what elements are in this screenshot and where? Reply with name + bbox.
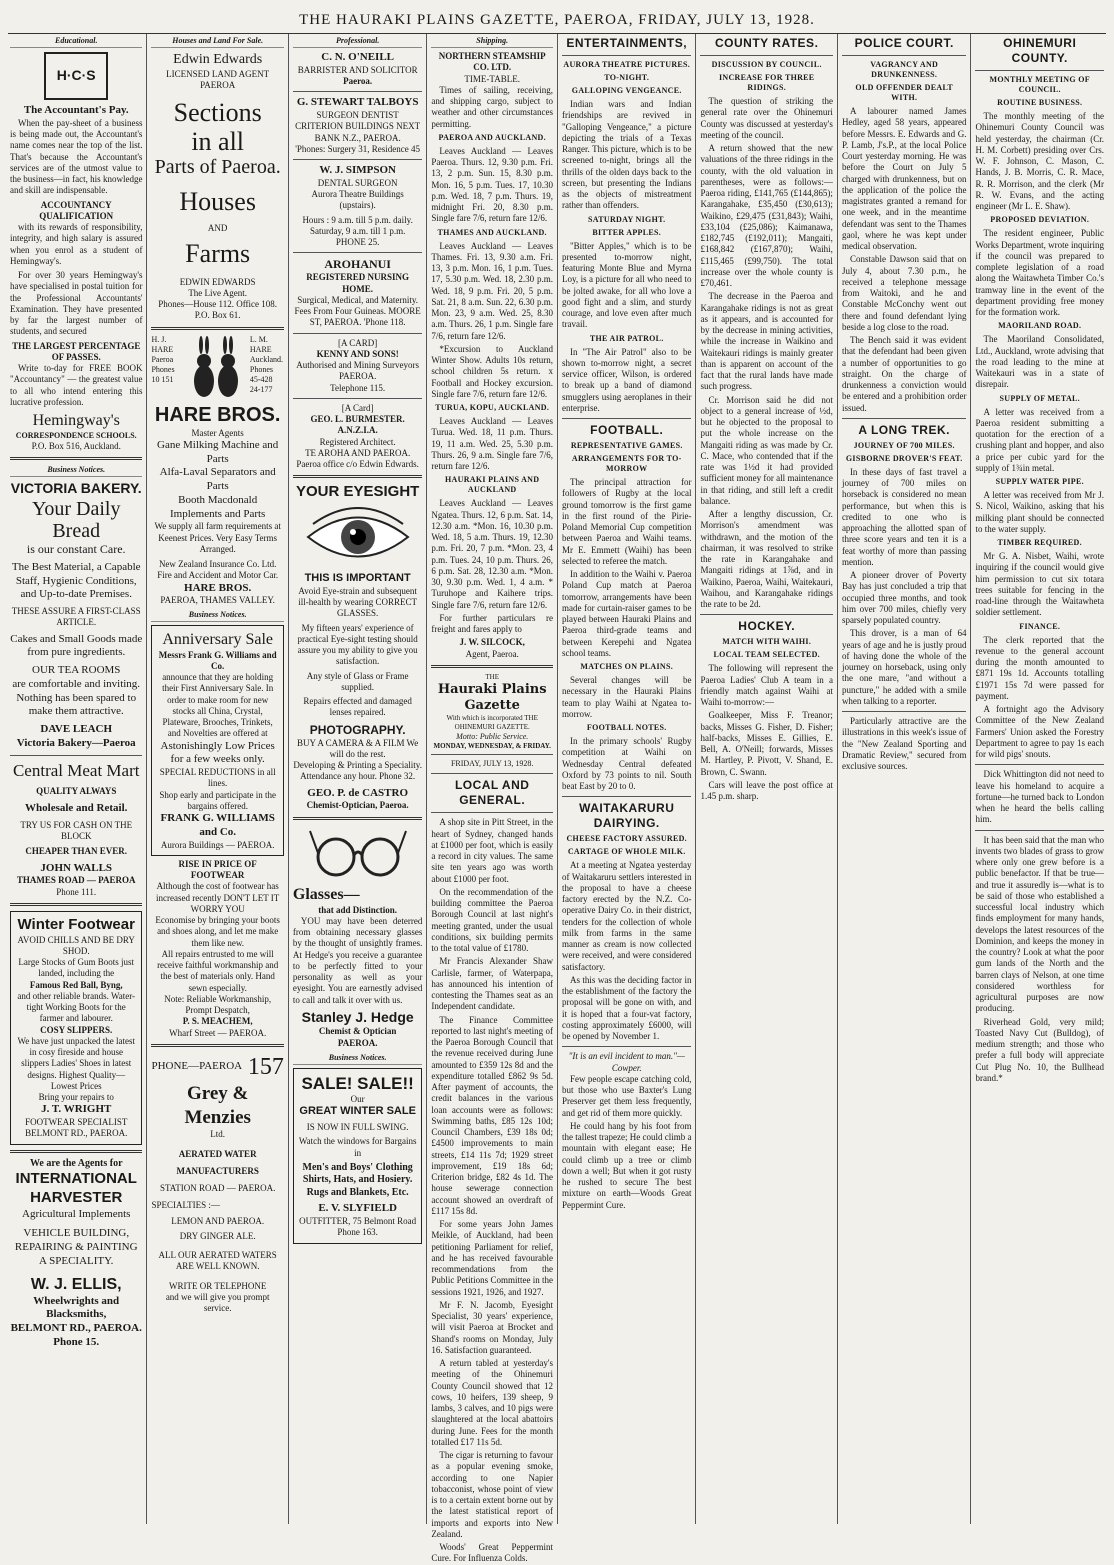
ad-phone: Telephone 115. [330, 382, 386, 393]
section-heading: ENTERTAINMENTS, [566, 36, 688, 50]
category-heading: Shipping. [431, 36, 553, 48]
ad-text: SPECIALTIES :— [151, 1200, 220, 1211]
ad-text: AVOID CHILLS AND BE DRY SHOD. [17, 934, 135, 956]
ad-text: [A Card] [341, 402, 374, 413]
category-heading: Business Notices. [293, 1053, 423, 1065]
ad-subheading: THIS IS IMPORTANT [304, 572, 411, 584]
ad-text: Ltd. [210, 1129, 226, 1140]
section-heading: POLICE COURT. [854, 36, 954, 50]
ad-subheading: CORRESPONDENCE SCHOOLS. [15, 431, 137, 440]
ad-headline: Farms [185, 239, 251, 269]
article-subheading: THE AIR PATROL. [589, 333, 664, 343]
column-2 [147, 34, 288, 1524]
ad-text: Shop early and participate in the bargains offered. [159, 789, 277, 811]
article-text: The resident engineer, Public Works Department, wrote inquiring if the council was prepared to complete legislation of a road along the Waitawheta Timber Co.'s tramway line in the event of the department providing free money for the formation work. [975, 228, 1104, 317]
article-text: After a lengthy discussion, Cr. Morrison's amendment was withdrawn, and the motion of the chairman, it was resolved to strike the rate in Karangahake and Mangaiti ridings at 1⅞d, and in Waikino, Paeroa, Waihi, Waitekauri, Waihou, and Karangahake ridings the rate to be 2d. [700, 509, 833, 609]
ad-text: Hours : 9 a.m. till 5 p.m. daily. Saturday, 9 a.m. till 1 p.m. [302, 214, 413, 236]
article-text: Several changes will be necessary in the Hauraki Plains team to play Waihi at Ngatea to-morrow. [561, 675, 692, 719]
ad-text: We have just unpacked the latest in cosy fireside and house slippers Ladies' Shoes in latest designs. Highest Quality—Lowest Prices [17, 1035, 135, 1091]
article-text: As this was the deciding factor in the establishment of the factory the proposal will be gone on with, and it is hoped that a four-vat factory, costing approximately £6000, will be opened by November 1. [561, 974, 692, 1041]
article-text: Riverhead Gold, very mild; Toasted Navy Cut (Bulldog), of medium strength; and those who prefer a full body will appreciate Cut Plug No. 10, the Bullhead brand.* [975, 1016, 1104, 1083]
section-heading: HOCKEY. [738, 619, 796, 634]
article-subheading: ARRANGEMENTS FOR TO-MORROW [571, 454, 682, 473]
column-3 [289, 34, 428, 1524]
article-subheading: AURORA THEATRE PICTURES. [563, 60, 691, 69]
article-text: On the recommendation of the building committee the Paeroa Borough Council at last night's meeting granted, under the usual conditions, six building permits to the total value of £1780. [431, 886, 553, 953]
ad-name: JOHN WALLS [40, 861, 113, 874]
section-heading: A LONG TREK. [858, 422, 950, 437]
category-heading: Professional. [293, 36, 423, 48]
ad-text: H. J. HARE Paeroa Phones 10 151 [151, 334, 175, 384]
ad-phone: Phone 15. [53, 1335, 100, 1348]
ad-headline: Anniversary Sale [162, 630, 273, 648]
article-text: A labourer named James Hedley, aged 58 years, appeared before Messrs. E. Edwards and G. P. Lamb, J's.P., at the local Police Court yesterday morning. He was before the Court on July 5 charged with drunkenness, but on the application of the police the magistrates granted a remand for one week, and in the meantime defendant was sent to the Thames gaol, where he was kept under medical observation. [841, 106, 967, 251]
ad-name: J. W. SILCOCK, [459, 637, 525, 648]
ad-name: J. T. WRIGHT [41, 1103, 112, 1116]
ad-name: FRANK G. WILLIAMS and Co. [160, 812, 275, 838]
article-text: The Finance Committee reported to last night's meeting of the Paeroa Borough Council that the revenue received during June amounted to £359 12s 8d and the expenditure totalled £862 9s 5d. After payment of accounts, the credit balances in the various loan accounts were as follows: Swimming baths, £85 12s 10d; Council Chambers, £39 18s 0d; £4500 improvements to main streets, £14 11s 7d; 1929 street improvement, £19 18s 6d; Criterion bridge, £82 4s 1d. The house sewerage connection account showed an overdraft of £117 15s 8d. [431, 1014, 553, 1216]
section-heading: OHINEMURI COUNTY. [1003, 36, 1077, 65]
ad-text: BARRISTER AND SOLICITOR [297, 64, 418, 75]
ad-text: AERATED WATER [178, 1148, 257, 1159]
column-7 [838, 34, 972, 1524]
ad-text: WRITE OR TELEPHONE [169, 1280, 267, 1291]
article-text: In "The Air Patrol" also to be shown to-morrow night, a secret service officer, Wilson, is ordered to break up a band of diamond smugglers using aeroplanes in their enterprise. [561, 346, 692, 413]
article-text: A shop site in Pitt Street, in the heart of Sydney, changed hands at £1000 per foot, which is easily a record in city values. The same site ten years ago was worth about £1000 per foot. [431, 817, 553, 884]
timetable-note: *Excursion to Auckland Winter Show. Adults 10s return, school children 5s return. x Football and Hockey excursion. Single fare 7/6, return fare 12/6. [431, 343, 553, 399]
article-text: A return showed that the new valuations of the three ridings in the county, with the old valuation in parentheses, were as follows:—Paeroa riding, £141,765 (£144,865); Karangahake, £35,450 (£30,613); Waikino, £29,475 (£31,843); Waihi, £33,104 (£25,086); Kaimanawa, £182,745 (£192,011); Mangaiti, £168,842 (£167,870); Waihi, £115,465 (£99,750). The total increase over the whole county is £70,461. [700, 143, 833, 288]
ad-name: C. N. O'NEILL [321, 51, 395, 63]
article-text: The Maoriland Consolidated, Ltd., Auckland, wrote advising that the road leading to the mine at Waitekauri was in a state of disrepair. [975, 334, 1104, 390]
ad-name: EDWIN EDWARDS [179, 276, 256, 287]
ad-text: Wheelwrights and Blacksmiths, [33, 1294, 120, 1321]
article-text: This drover, is a man of 64 years of age and he is justly proud of having done the whole of the journey on horseback, using only the one mare, "and without a puncture," he added with a smile when talking to a reporter. [841, 628, 967, 706]
ad-text: MANUFACTURERS [176, 1165, 259, 1176]
column-6 [696, 34, 837, 1524]
ad-subheading: TIME-TABLE. [464, 73, 520, 84]
ad-text: Our [350, 1094, 365, 1104]
rabbits-icon [186, 337, 246, 401]
ad-text: Agricultural Implements [22, 1207, 131, 1220]
ad-headline: Parts of Paeroa. [154, 156, 281, 179]
ad-text: Any style of Glass or Frame supplied. [306, 670, 409, 692]
article-text: Mr F. N. Jacomb, Eyesight Specialist, 30 years' experience, will visit Paeroa at Brocket and Shand's rooms on Monday, July 16. Satisfaction guaranteed. [431, 1299, 553, 1355]
ad-brand: HARE BROS. [154, 403, 281, 426]
article-subheading: INCREASE FOR THREE RIDINGS. [718, 73, 815, 92]
paper-days: MONDAY, WEDNESDAY, & FRIDAY. [433, 741, 551, 750]
ad-text: For further particulars re freight and fares apply to [431, 612, 553, 634]
paper-date: FRIDAY, JULY 13, 1928. [450, 759, 534, 769]
ad-text: VEHICLE BUILDING, REPAIRING & PAINTING A SPECIALITY. [14, 1227, 138, 1267]
ad-brand: Central Meat Mart [12, 760, 140, 780]
ad-name: Stanley J. Hedge [301, 1008, 414, 1025]
ad-text: REGISTERED NURSING HOME. [306, 272, 410, 294]
ad-name: W. J. ELLIS, [30, 1275, 122, 1293]
article-subheading: MAORILAND ROAD. [998, 321, 1082, 331]
ad-brand: VICTORIA BAKERY. [10, 480, 142, 497]
ad-subheading: OUR TEA ROOMS [32, 664, 121, 676]
ad-text: Agent, Paeroa. [465, 648, 519, 659]
article-subheading: SATURDAY NIGHT. [588, 214, 666, 224]
columns [6, 34, 1108, 1564]
ad-text: announce that they are holding their First Anniversary Sale. In order to make room for new stocks all China, Crystal, Plateware, Brooches, Trinkets, and Novelties are offered at [162, 672, 274, 739]
ad-text: Registered Architect. [319, 436, 396, 447]
ad-text: Watch the windows for Bargains in [298, 1136, 417, 1158]
article-subheading: MONTHLY MEETING OF COUNCIL. [989, 75, 1090, 94]
ad-text: SPECIAL REDUCTIONS in all lines. [159, 767, 276, 789]
article-text: Few people escape catching cold, but those who use Baxter's Lung Preserver get them less frequently, and get rid of them more quickly. [561, 1073, 692, 1118]
article-subheading: CHEESE FACTORY ASSURED. [566, 834, 687, 844]
article-subheading: FINANCE. [1019, 621, 1061, 631]
article-text: At a meeting at Ngatea yesterday of Waitakaruru settlers interested in the proposal to have a cheese factory erected by the N.Z. Co-operative Dairy Co. in their district, tenders for the collection of whole milk from farms in the same manner as cream is now collected were received, and were considered satisfactory. [561, 860, 692, 972]
ad-address: CRITERION BUILDINGS NEXT BANK N.Z., PAEROA. [295, 121, 421, 143]
ad-text: DRY GINGER ALE. [179, 1230, 256, 1241]
ad-text: Note: Reliable Workmanship, Prompt Despatch, [164, 993, 272, 1016]
ad-phone: Phones—House 112. Office 108. P.O. Box 61. [158, 299, 278, 321]
ad-text: When the pay-sheet of a business is being made out, the Accountant's name comes near the top of the list. That's because the Accountant's services are of the utmost value to the business—in fact, his knowledge and skill are indispensable. [10, 117, 143, 196]
ad-name: KENNY AND SONS! [316, 348, 399, 359]
ad-text: and we will give you prompt service. [165, 1291, 270, 1314]
ad-text: Developing & Printing a Speciality. Attendance any hour. Phone 32. [293, 760, 422, 782]
article-text: A fortnight ago the Advisory Committee of the New Zealand Farmers' Union asked the Forestry Department to agree to pay 1s each for wild pigs' snouts. [975, 704, 1104, 759]
ad-headline: RISE IN PRICE OF FOOTWEAR [178, 858, 257, 881]
article-text: It has been said that the man who invents two blades of grass to grow where only one grew before is a public benefactor. If that be true—and true it assuredly is—what is to be said of those who established a successful local industry which finds employment for many hands, develops the latest resources of the Dominion, and keeps the money in the country? Look at what the poor gum lands of the North and the barren clays of Nelson, at one time considered worthless for agricultural purposes are now producing. [975, 834, 1104, 1014]
ad-subheading: GREAT WINTER SALE [299, 1105, 416, 1118]
ad-text: are comfortable and inviting. Nothing has been spared to make them attractive. [12, 677, 141, 718]
ad-text: Authorised and Mining Surveyors PAEROA. [296, 360, 420, 382]
ad-name: Messrs Frank G. Williams and Co. [158, 649, 277, 671]
article-text: "Bitter Apples," which is to be presented to-morrow night, featuring Monte Blue and Myrna Loy, is a picture for all who need to be jolted awake, for all who love a good fight and a slim, and sturdy courage, and love even after much travail. [561, 240, 692, 330]
timetable: Leaves Auckland — Leaves Thames. Fri. 13, 9.30 a.m. Fri. 13, 3 p.m. Mon. 16, 1 p.m. Tues. 17, 5.30 p.m. Wed. 18, 2.30 p.m. Wed. 18, 9 p.m. Fri. 20, 5 p.m. Sat. 21, 8 a.m. Sun. 22, 6.30 p.m. Mon. 23, 9 a.m. Wed. 25, 8.30 a.m. Thurs. 26, 1 p.m. Single fare 7/6, return fare 12/6. [431, 240, 553, 341]
article-subheading: MATCH WITH WAIHI. [722, 637, 812, 647]
column-5 [558, 34, 697, 1524]
ad-text: Although the cost of footwear has increased recently DON'T LET IT WORRY YOU [156, 881, 280, 914]
ad-phone: PHONE 25. [335, 237, 380, 247]
ad-text: Economise by bringing your boots and shoes along, and let me make them like new. [155, 915, 280, 948]
article-text: Goalkeeper, Miss F. Treanor; backs, Misses G. Fisher, D. Fisher; half-backs, Misses E. Gillies, E. Bell, A. O'Neill; forwards, Misses M. Hartley, P. Pivott, V. Shand, E. Brown, C. Swann. [700, 710, 833, 777]
ad-headline: Your Daily Bread [31, 497, 121, 542]
route-heading: THAMES AND AUCKLAND. [437, 227, 547, 237]
article-text: A return tabled at yesterday's meeting of the Ohinemuri County Council showed that 12 cows, 10 heifers, 139 sheep, 9 lambs, 3 calves, and 10 pigs were slaughtered at the local abattoirs during June. Fees for the month totalled £17 11s 5d. [431, 1358, 553, 1447]
article-text: Indian wars and Indian friendships are revived in "Galloping Vengeance," a picture depicting the trials of a Texas Ranger. This picture, which is to be screened to-night, brings all the thrills of the olden days back to the screen, but presenting the Indians as the objects of mistreatment rather than offenders. [561, 99, 692, 211]
article-subheading: PROPOSED DEVIATION. [990, 215, 1090, 225]
ad-subheading: PHOTOGRAPHY. [309, 722, 406, 737]
ad-text: Master Agents [191, 427, 244, 438]
article-text: Mr G. A. Nisbet, Waihi, wrote inquiring if the council would give him permission to cut six totara trees suitable for fencing in the road-line through the Waitawheta soldier settlement. [975, 551, 1104, 618]
article-text: Cr. Morrison said he did not object to a general increase of ½d, but he objected to the proposal to put the whole increase on the Mangaiti riding as was made by Cr. C. Mace, who contended that if the rate was 1½d it had provided sufficient money for all maintenance in that riding, and still left a credit balance. [700, 394, 833, 506]
spectacles-icon [308, 825, 408, 881]
ad-text: LICENSED LAND AGENT PAEROA [166, 68, 270, 90]
logo-text: H·C·S [56, 67, 96, 84]
ad-address: Aurora Buildings — PAEROA. [160, 839, 275, 850]
section-heading: LOCAL AND GENERAL. [454, 778, 530, 808]
timetable: Leaves Auckland — Leaves Ngatea. Thurs. 12, 6 p.m. Sat. 14, 12.30 a.m. *Mon. 16, 10.30 p.m. Wed. 18, 5 a.m. Thurs. 19, 12.30 p.m. Fri. 20, 7 p.m. *Mon. 23, 4 p.m. Tues. 24, 10 p.m. Thurs. 26, 6 p.m. Sat. 28, 12.30 a.m. *Mon. 30, 9.30 p.m. Wed. 1, 4 a.m. * Turuhope and Kaihere trips. Single fare 7/6, return fare 12/6. [431, 498, 553, 610]
article-text: Woods' Great Peppermint Cure. For Influenza Colds. [431, 1542, 553, 1564]
article-subheading: SUPPLY OF METAL. [999, 393, 1080, 403]
column-1 [6, 34, 147, 1524]
ad-text: Booth Macdonald Implements and Parts [170, 493, 266, 520]
ad-text: Cakes and Small Goods made from pure ingredients. [10, 632, 143, 659]
ad-name: GEO. L. BURMESTER. A.N.Z.I.A. [310, 414, 405, 436]
article-text: The following will represent the Paeroa Ladies' Club A team in a friendly match against Waihi at Waihi to-morrow:— [700, 663, 833, 707]
ad-text: YOU may have been deterred from obtaining necessary glasses by the thought of unsightly frames. At Hedge's you receive a guarantee to be perfectly fitted to your personality as well as your eyesight. You are earnestly advised to call and talk it over with us. [292, 915, 423, 1005]
ad-text: [A CARD] [338, 337, 378, 348]
ad-text: DENTAL SURGEON [317, 177, 398, 188]
article-text: Cars will leave the post office at 1.45 p.m. sharp. [700, 779, 833, 801]
article-subheading: TO-NIGHT. [604, 73, 650, 82]
ad-address: PAEROA, THAMES VALLEY. [160, 595, 275, 606]
ad-text: Surgical, Medical, and Maternity. Fees From Four Guineas. MOORE ST, PAEROA. 'Phone 118. [294, 294, 421, 328]
ad-text: The Best Material, a Capable Staff, Hygienic Conditions, and Up-to-date Premises. [11, 560, 141, 601]
article-text: A letter was received from Mr J. S. Nicol, Waikino, asking that his milking plant should be connected to the water supply. [975, 490, 1104, 534]
ad-text: Large Stocks of Gum Boots just landed, including the [18, 957, 135, 979]
ad-brand: HARE BROS. [184, 581, 252, 594]
article-text: The cigar is returning to favour as a popular evening smoke, according to one Napier tobacconist, whose point of view is to a certain extent borne out by the latest statistical report of imports and exports into New Zealand. [431, 1450, 553, 1539]
ad-text: ALL OUR AERATED WATERS ARE WELL KNOWN. [158, 1250, 277, 1272]
ad-text: Paeroa. [343, 76, 373, 86]
route-heading: PAEROA AND AUCKLAND. [438, 132, 546, 142]
ad-headline: Glasses— [292, 885, 360, 903]
ad-headline: Sections [173, 98, 262, 127]
ad-name: Victoria Bakery—Paeroa [16, 736, 136, 749]
article-subheading: VAGRANCY AND DRUNKENNESS. [870, 60, 939, 79]
article-subheading: CARTAGE OF WHOLE MILK. [567, 847, 686, 857]
ad-text: New Zealand Insurance Co. Ltd. Fire and Accident and Motor Car. [157, 559, 279, 581]
article-subheading: REPRESENTATIVE GAMES. [570, 441, 683, 450]
ad-name: DAVE LEACH [40, 723, 113, 735]
section-heading: WAITAKARURU DAIRYING. [579, 801, 675, 831]
article-text: A letter was received from a Paeroa resident submitting a quotation for the erection of a crushing plant and hopper, and also a price per cubic yard for the supply of 1¾in metal. [975, 406, 1104, 473]
winter-footwear-ad [10, 911, 142, 1145]
article-subheading: GISBORNE DROVER'S FEAT. [845, 453, 963, 463]
ad-brand: Grey & Menzies [184, 1082, 251, 1128]
ad-text: BUY A CAMERA & A FILM We will do the rest. [297, 737, 419, 759]
ad-text: My fifteen years' experience of practical Eye-sight testing should assure you my ability to give you satisfaction. [297, 622, 418, 667]
ad-text: CHEAPER THAN EVER. [25, 846, 128, 857]
ad-text: SURGEON DENTIST [316, 110, 399, 120]
ad-subheading: that add Distinction. [318, 904, 398, 915]
ad-address: OUTFITTER, 75 Belmont Road Phone 163. [299, 1216, 417, 1238]
ad-name: NORTHERN STEAMSHIP CO. LTD. [438, 51, 546, 73]
section-heading: COUNTY RATES. [715, 36, 819, 50]
ad-heading: The Accountant's Pay. [23, 104, 129, 116]
ad-text: Paeroa office c/o Edwin Edwards. [296, 459, 419, 469]
ad-text: Write to-day for FREE BOOK "Accountancy" — the greatest value to all who intend entering this lucrative profession. [10, 363, 143, 407]
ad-address: P.O. Box 516, Auckland. [31, 441, 121, 451]
ad-headline: YOUR EYESIGHT [295, 483, 420, 501]
ad-name: G. STEWART TALBOYS [296, 96, 419, 109]
ad-text: PHONE—PAEROA [151, 1060, 243, 1072]
ad-phone: 157 [247, 1053, 284, 1080]
timetable: Leaves Auckland — Leaves Paeroa. Thurs. 12, 9.30 p.m. Fri. 13, 2 p.m. Sun. 15, 8.30 p.m. Mon. 16, 5 p.m. Tues. 17, 10.30 p.m. Wed. 18, 7 p.m. Thurs. 19, midnight Fri. 20, 8.30 p.m. Single fare 7/6, return fare 12/6. [431, 145, 553, 224]
ad-text: Gane Milking Machine and Parts [157, 438, 279, 465]
category-heading: Houses and Land For Sale. [151, 36, 283, 48]
timetable: Leaves Auckland — Leaves Turua. Wed. 18, 11 p.m. Thurs. 19, 11 a.m. Wed. 25, 5.30 p.m. Thurs. 26, 9 a.m. Single fare 7/6, return fare 12/6. [431, 416, 553, 471]
ad-name: GEO. P. de CASTRO [307, 786, 409, 799]
article-subheading: FOOTBALL NOTES. [586, 723, 667, 732]
ad-text: Bring your repairs to [38, 1092, 114, 1102]
column-4 [427, 34, 558, 1564]
eye-icon [303, 506, 413, 568]
article-text: The question of striking the general rate over the Ohinemuri County was discussed at yesterday's meeting of the council. [700, 96, 833, 140]
article-text: "It is an evil incident to man."—Cowper. [568, 1051, 685, 1073]
ad-text: TE AROHA AND PAEROA. [305, 447, 411, 458]
article-text: He could hang by his foot from the tallest trapeze; He could climb a mountain with elegant ease; He could climb up a tree or climb down a well; But when it got rusty he rushed to secure The best mixture on earth—Woods Great Peppermint Cure. [561, 1120, 692, 1210]
ad-text: Avoid Eye-strain and subsequent ill-health by wearing CORRECT GLASSES. [298, 585, 418, 619]
ad-address: BELMONT RD., PAEROA. [10, 1322, 142, 1334]
ad-text: LEMON AND PAEROA. [171, 1215, 265, 1226]
article-text: In the primary schools' Rugby competition at Waihi on Wednesday Central defeated Oxford by 73 points to nil. South beat East by 20 to 0. [561, 736, 692, 791]
ad-subheading: ACCOUNTANCY QUALIFICATION [39, 199, 114, 221]
category-heading: Business Notices. [10, 465, 142, 477]
ad-name: E. V. SLYFIELD [318, 1202, 397, 1215]
ad-text: PAEROA. [337, 1037, 378, 1048]
ad-brand: Hemingway's [32, 412, 120, 429]
ad-text: with its rewards of responsibility, integrity, and high salary is assured when you enrol as a student of Hemingway's. [10, 222, 143, 266]
article-subheading: MATCHES ON PLAINS. [580, 662, 674, 671]
article-text: The decrease in the Paeroa and Karangahake ridings is not as great as it appears, and is accounted for by the decrease in mining activities, while the increase in Waikino and Waitekauri ridings is mainly greater than is apparent on account of the fact that the rural lands have made such progress. [700, 291, 833, 392]
ad-headline: SALE! SALE!! [301, 1073, 414, 1093]
ad-text: Men's and Boys' Clothing Shirts, Hats, and Hosiery. Rugs and Blankets, Etc. [302, 1161, 413, 1198]
ad-name: P. S. MEACHEM, [182, 1016, 253, 1027]
article-subheading: DISCUSSION BY COUNCIL. [711, 60, 822, 69]
article-subheading: SUPPLY WATER PIPE. [995, 477, 1084, 486]
article-text: In these days of fast travel a journey of 700 miles on horseback is considered no mean performance, but when this is credited to one who is approaching the allotted span of three score years and ten it is a feat worthy of more than passing mention. [841, 466, 967, 567]
article-text: Dick Whittington did not need to leave his homeland to acquire a fortune—he turned back to London when he heard the bells calling him. [975, 769, 1104, 825]
ad-text: and other reliable brands. Water-tight Working Boots for the farmer and labourer. [17, 990, 136, 1024]
ad-text: Alfa-Laval Separators and Parts [159, 466, 276, 493]
masthead: THE HAURAKI PLAINS GAZETTE, PAEROA, FRIDAY, JULY 13, 1928. [8, 6, 1106, 34]
ad-text: Chemist & Optician [318, 1026, 397, 1037]
section-heading: FOOTBALL. [590, 423, 664, 437]
article-text: The monthly meeting of the Ohinemuri County Council was held yesterday, the chairman (Cr. H. M. Corbett) presiding over Crs. W. F. Johnson, C. Mason, C. Hands, J. B. Morris, C. R. Mace, R. R. Morrison, and the clerk (Mr R. W. Evans, and the acting engineer (Mr L. E. Shaw). [975, 111, 1104, 211]
ad-text: We are the Agents for [29, 1157, 123, 1169]
phone-line [151, 1052, 283, 1082]
category-heading: Educational. [10, 36, 142, 48]
article-text: In addition to the Waihi v. Paeroa Poland Cup match at Paeroa tomorrow, arrangements have been made for curtain-raiser games to be played between Hauraki Plains and Paeroa third-grade teams and between Kerepehi and Ngatea school teams. [561, 569, 692, 658]
ad-text: L. M. HARE Auckland. Phones 45-428 24-177 [249, 334, 283, 394]
ad-name: Edwin Edwards [173, 52, 263, 67]
ad-text: Wholesale and Retail. [25, 802, 128, 814]
anniversary-sale-ad [151, 625, 283, 856]
paper-title: Hauraki Plains Gazette [437, 681, 547, 713]
article-text: The principal attraction for followers of Rugby at the local ground tomorrow is the first game in the first round of the Pirie-Poland Memorial Cup competition between Paeroa and Waihi teams. Mr E. Emmett (Waihi) has been selected to referee the match. [561, 477, 692, 566]
paper-the: THE [485, 672, 499, 681]
ad-text: AND [207, 222, 228, 233]
paper-motto: Motto: Public Service. [456, 731, 529, 741]
route-heading: HAURAKI PLAINS AND AUCKLAND [445, 475, 540, 495]
paper-subtitle: With which is incorporated THE OHINEMURI GAZETTE. [446, 714, 538, 731]
category-heading: Business Notices. [151, 610, 283, 622]
hcs-logo [44, 52, 108, 100]
article-subheading: LOCAL TEAM SELECTED. [713, 650, 820, 660]
winter-sale-ad [293, 1068, 423, 1244]
article-text: The clerk reported that the revenue to the general account during the month amounted to £871 19s 1d. Accounts totalling £1971 15s 7d were passed for payment. [975, 634, 1104, 701]
ad-text: QUALITY ALWAYS [36, 785, 117, 796]
column-8 [971, 34, 1108, 1524]
ad-name: AROHANUI [324, 257, 391, 272]
ad-phone: Phone 111. [56, 886, 97, 897]
article-subheading: OLD OFFENDER DEALT WITH. [855, 83, 953, 102]
ad-text: Times of sailing, receiving, and shipping cargo, subject to weather and other circumstances permitting. [431, 84, 553, 129]
article-text: For some years John James Meikle, of Auckland, had been petitioning Parliament for relief, and he has received favourable recommendations from the Public Petitions Committee in the sessions 1921, 1926, and 1927. [431, 1219, 553, 1297]
article-text: The Bench said it was evident that the defendant had been given a number of opportunities to go straight. On the charge of drunkenness a conviction would be entered and a prohibition order issued. [841, 335, 967, 413]
ad-text: IS NOW IN FULL SWING. [306, 1122, 409, 1132]
ad-text: For over 30 years Hemingway's have specialised in postal tuition for the Professional Accountants' Examination. They have presented by far the largest number of students, and secured [10, 270, 143, 337]
article-subheading: TIMBER REQUIRED. [997, 538, 1082, 547]
article-text: Mr Francis Alexander Shaw Carlisle, farmer, of Waterpapa, has announced his intention of contesting the Thames seat as an Independent candidate. [431, 956, 553, 1012]
ad-text: Chemist-Optician, Paeroa. [306, 800, 409, 811]
ad-brand: Winter Footwear [17, 915, 135, 933]
ad-text: THESE ASSURE A FIRST-CLASS ARTICLE. [11, 606, 141, 628]
article-text: Constable Dawson said that on July 4, about 7.30 p.m., he received a telephone message from Waitoki, and he and Constable McConchy went out there and found defendant lying beside a log close to the road. [841, 254, 967, 332]
ad-address: Aurora Theatre Buildings (upstairs). [311, 189, 404, 211]
ad-text: TRY US FOR CASH ON THE BLOCK [20, 819, 133, 841]
ad-text: All repairs entrusted to me will receive faithful workmanship and the best of materials only. Hand sewn especially. [157, 948, 279, 993]
ad-headline: Houses [179, 187, 256, 217]
ad-phone: 'Phones: Surgery 31, Residence 45 [295, 143, 420, 154]
ad-text: Famous Red Ball, Byng, [29, 979, 123, 990]
ad-text: The Live Agent. [188, 287, 248, 298]
article-text: Particularly attractive are the illustrations in this week's issue of the "New Zealand Sporting and Dramatic Review," secured from exclusive sources. [841, 716, 967, 771]
ad-address: FOOTWEAR SPECIALIST BELMONT RD., PAEROA. [25, 1117, 128, 1139]
ad-text: Repairs effected and damaged lenses repaired. [303, 696, 412, 718]
ad-headline: in all [191, 126, 245, 156]
ad-brand: INTERNATIONAL HARVESTER [15, 1170, 137, 1206]
ad-subheading: COSY SLIPPERS. [40, 1024, 113, 1035]
hare-bros-header [151, 335, 283, 403]
article-subheading: GALLOPING VENGEANCE. [571, 86, 682, 95]
article-subheading: BITTER APPLES. [592, 227, 662, 237]
article-text: A pioneer drover of Poverty Bay has just concluded a trip that occupied three months, and took him over 700 miles, chiefly very sparsely populated country. [841, 570, 967, 625]
ad-address: Wharf Street — PAEROA. [169, 1027, 267, 1038]
ad-headline: is our constant Care. [26, 541, 126, 556]
ad-text: We supply all farm requirements at Keenest Prices. Very Easy Terms Arranged. [154, 521, 281, 554]
article-subheading: JOURNEY OF 700 MILES. [853, 440, 955, 450]
ad-address: THAMES ROAD — PAEROA [16, 875, 136, 886]
ad-address: STATION ROAD — PAEROA. [159, 1183, 276, 1194]
route-heading: TURUA, KOPU, AUCKLAND. [435, 403, 550, 412]
ad-name: W. J. SIMPSON [319, 164, 396, 176]
ad-subheading: THE LARGEST PERCENTAGE OF PASSES. [12, 340, 141, 362]
article-subheading: ROUTINE BUSINESS. [997, 98, 1083, 107]
ad-text: Astonishingly Low Prices for a few weeks only. [160, 739, 275, 766]
